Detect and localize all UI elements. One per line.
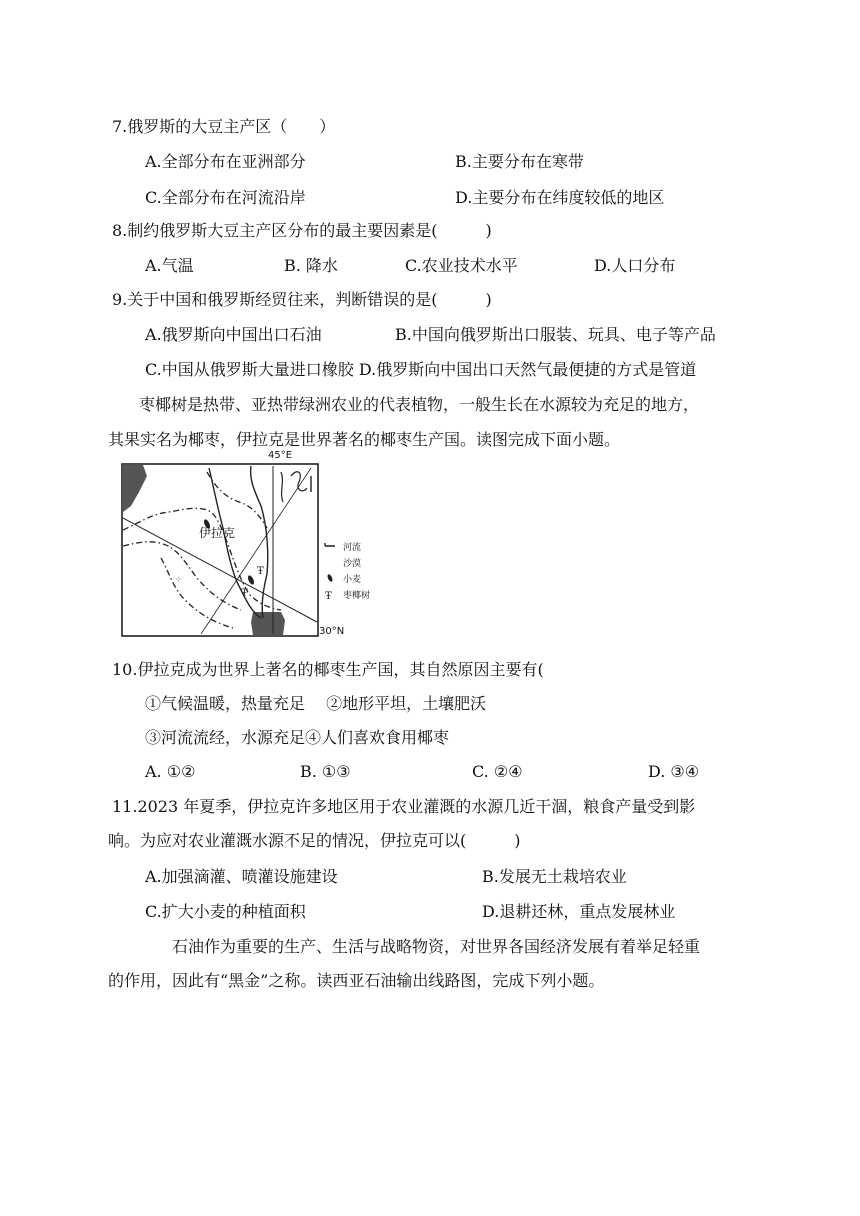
q9-stem: 9.关于中国和俄罗斯经贸往来，判断错误的是( ) — [112, 290, 492, 309]
q8-option-d: D.人口分布 — [594, 256, 676, 275]
q10-option-d: D. ③④ — [648, 762, 700, 781]
legend-date-palm-icon: Ŧ — [325, 591, 332, 602]
q8-option-b: B. 降水 — [284, 256, 338, 275]
q7-option-c: C.全部分布在河流沿岸 — [145, 188, 306, 207]
date-palm-symbol: Ŧ — [241, 588, 248, 599]
map-legend — [325, 541, 370, 602]
passage1-line2: 其果实名为椰枣，伊拉克是世界著名的椰枣生产国。读图完成下面小题。 — [108, 430, 621, 449]
iraq-map — [121, 462, 387, 638]
desert-symbol: ⁘ — [175, 575, 182, 584]
q7-option-d: D.主要分布在纬度较低的地区 — [455, 188, 665, 207]
q9-option-b: B.中国向俄罗斯出口服装、玩具、电子等产品 — [395, 325, 716, 344]
legend-river-icon — [325, 543, 335, 546]
q7-option-a: A.全部分布在亚洲部分 — [145, 152, 306, 171]
map-country-label: 伊拉克 — [199, 526, 236, 540]
q10-statement-2: ③河流流经，水源充足④人们喜欢食用椰枣 — [145, 728, 450, 747]
passage2-line2: 的作用，因此有“黑金”之称。读西亚石油输出线路图，完成下列小题。 — [108, 971, 605, 990]
legend-wheat-label: 小麦 — [343, 575, 362, 585]
passage1-line1: 枣椰树是热带、亚热带绿洲农业的代表植物，一般生长在水源较为充足的地方， — [139, 395, 700, 414]
q11-option-c: C.扩大小麦的种植面积 — [145, 902, 306, 921]
q11-option-a: A.加强滴灌、喷灌设施建设 — [145, 867, 338, 886]
legend-desert-label: 沙漠 — [343, 559, 362, 569]
q10-statement-1: ①气候温暖，热量充足 ②地形平坦，土壤肥沃 — [145, 694, 487, 713]
q7-option-b: B.主要分布在寒带 — [455, 152, 584, 171]
q10-option-a: A. ①② — [145, 762, 196, 781]
q7-stem: 7.俄罗斯的大豆主产区（ ） — [112, 117, 336, 136]
q9-option-cd: C.中国从俄罗斯大量进口橡胶 D.俄罗斯向中国出口天然气最便捷的方式是管道 — [145, 360, 697, 379]
passage2-line1: 石油作为重要的生产、生活与战略物资，对世界各国经济发展有着举足轻重 — [172, 937, 701, 956]
q11-stem-line2: 响。为应对农业灌溉水源不足的情况，伊拉克可以( ) — [108, 831, 521, 850]
map-lon-label-text: 45°E — [268, 450, 293, 461]
q11-option-b: B.发展无土栽培农业 — [482, 867, 627, 886]
map-lat-label: 30°N — [319, 626, 345, 637]
q11-option-d: D.退耕还林，重点发展林业 — [482, 902, 676, 921]
q10-stem: 10.伊拉克成为世界上著名的椰枣生产国，其自然原因主要有( — [112, 660, 544, 679]
map-frame — [122, 464, 318, 636]
q11-stem-line1: 11.2023 年夏季，伊拉克许多地区用于农业灌溉的水源几近干涸，粮食产量受到影 — [112, 797, 696, 816]
q10-option-c: C. ②④ — [472, 762, 523, 781]
legend-wheat-icon — [326, 574, 333, 583]
q9-option-a: A.俄罗斯向中国出口石油 — [145, 325, 322, 344]
legend-date-palm-label: 枣椰树 — [343, 591, 371, 601]
q8-option-a: A.气温 — [145, 256, 194, 275]
q8-stem: 8.制约俄罗斯大豆主产区分布的最主要因素是( ) — [112, 221, 492, 240]
q8-option-c: C.农业技术水平 — [405, 256, 518, 275]
iraq-map-svg — [121, 462, 387, 638]
q10-option-b: B. ①③ — [300, 762, 351, 781]
legend-river-label: 河流 — [343, 543, 362, 553]
sea-area-gulf — [251, 612, 285, 635]
date-palm-symbol: Ŧ — [257, 566, 264, 577]
